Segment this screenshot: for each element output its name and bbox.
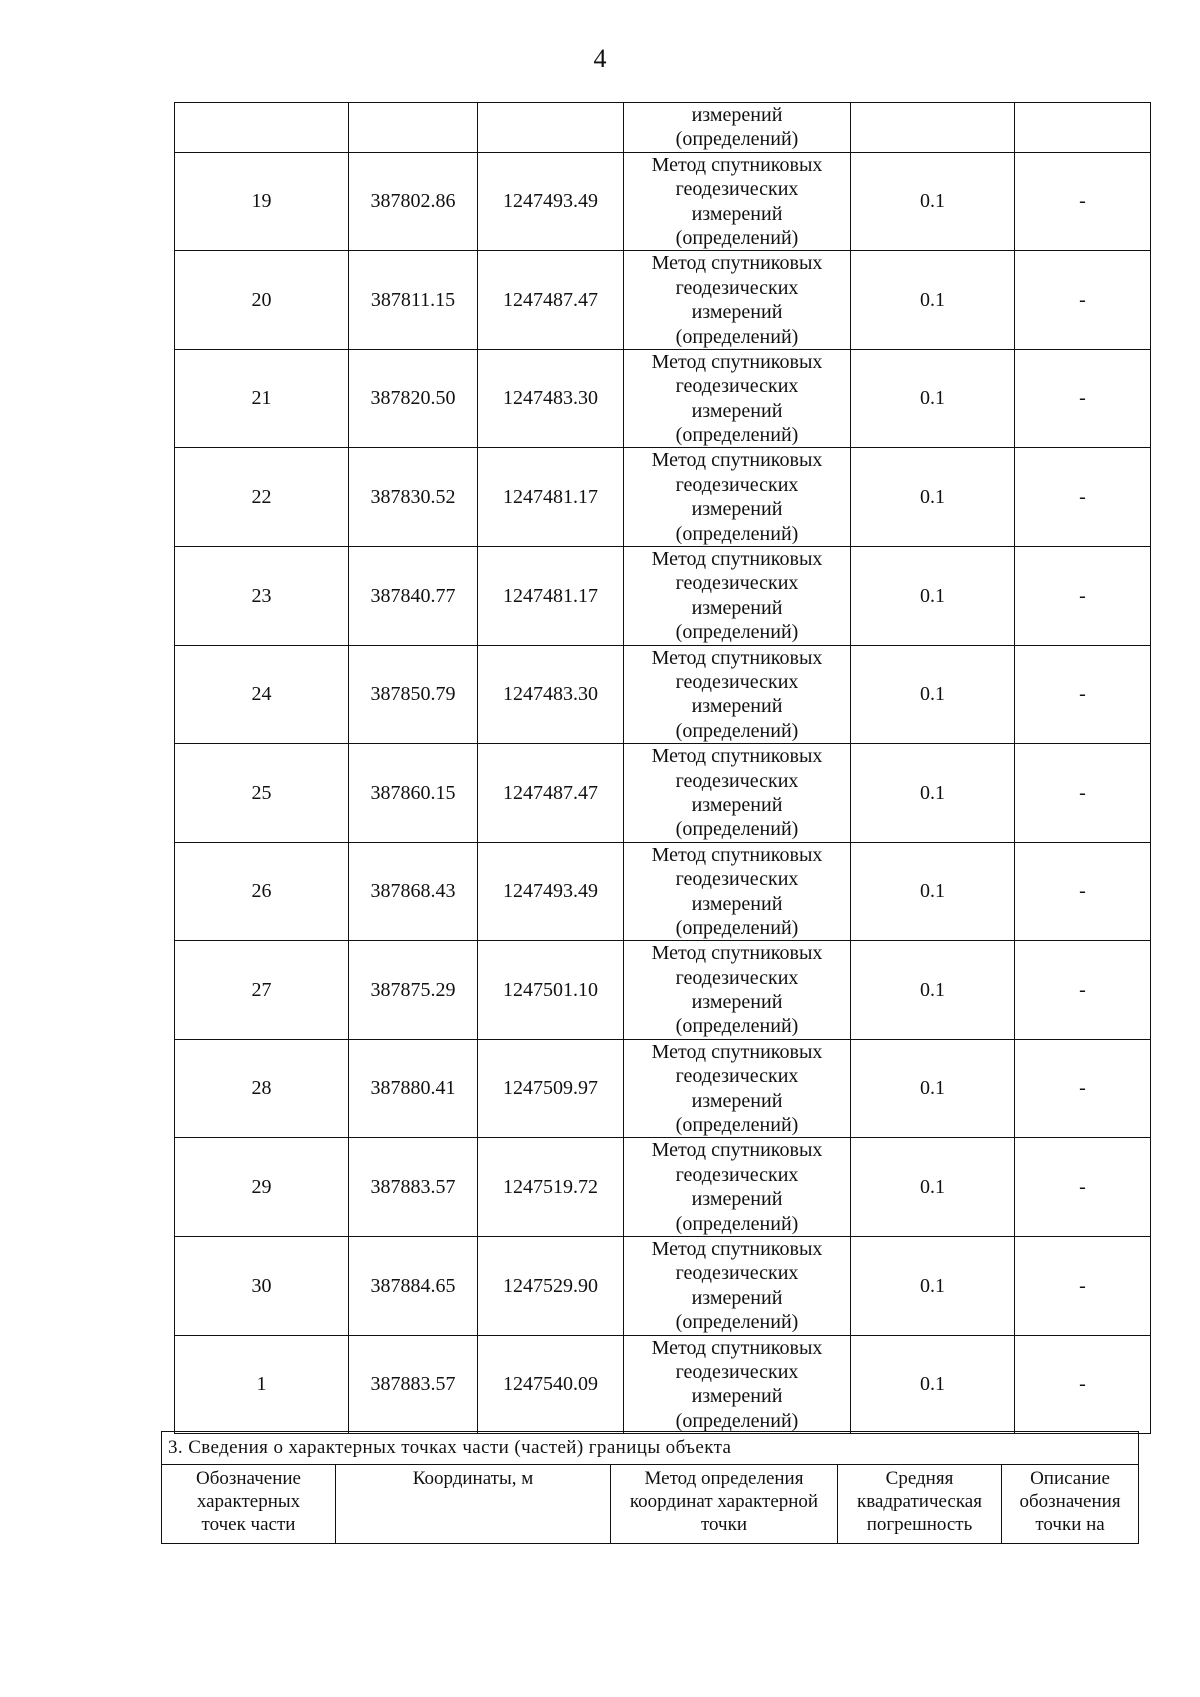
y-cell: 1247493.49: [478, 842, 624, 941]
header-method: [611, 1465, 838, 1544]
method-line: измерений: [691, 695, 783, 718]
header-designation: [162, 1465, 336, 1544]
y-cell: 1247509.97: [478, 1039, 624, 1138]
method-line: измерений: [691, 596, 783, 619]
page-number: 4: [593, 44, 607, 73]
description-cell: -: [1015, 744, 1151, 843]
method-line: геодезических: [675, 868, 799, 891]
header-line: обозначения: [1019, 1491, 1121, 1513]
table-row: [175, 842, 1151, 941]
table-row: [175, 1236, 1151, 1335]
method-line: (определений): [675, 325, 799, 348]
section3-header-row: [162, 1465, 1139, 1544]
table-row: [175, 1335, 1151, 1434]
error-cell: 0.1: [851, 941, 1015, 1040]
header-line: Описание: [1030, 1468, 1110, 1489]
table-row: [175, 152, 1151, 251]
header-line: точки: [700, 1514, 747, 1536]
x-cell: 387802.86: [349, 152, 478, 251]
point-cell: [175, 103, 349, 153]
method-line: Метод спутниковых: [651, 1139, 823, 1162]
table-row: [175, 251, 1151, 350]
point-cell: 29: [175, 1138, 349, 1237]
header-description: [1002, 1465, 1139, 1544]
method-line: (определений): [675, 1114, 799, 1137]
method-line: геодезических: [675, 178, 799, 201]
method-cell: [624, 842, 851, 941]
error-cell: 0.1: [851, 349, 1015, 448]
method-line: измерений: [691, 1286, 783, 1309]
x-cell: 387868.43: [349, 842, 478, 941]
y-cell: 1247481.17: [478, 547, 624, 646]
header-coordinates: Координаты, м: [336, 1465, 611, 1544]
x-cell: 387860.15: [349, 744, 478, 843]
description-cell: -: [1015, 941, 1151, 1040]
method-cell: [624, 1335, 851, 1434]
point-cell: 21: [175, 349, 349, 448]
method-line: геодезических: [675, 473, 799, 496]
x-cell: 387820.50: [349, 349, 478, 448]
y-cell: 1247493.49: [478, 152, 624, 251]
x-cell: 387850.79: [349, 645, 478, 744]
x-cell: 387880.41: [349, 1039, 478, 1138]
description-cell: -: [1015, 1335, 1151, 1434]
method-line: (определений): [675, 1409, 799, 1432]
y-cell: 1247481.17: [478, 448, 624, 547]
method-line: измерений: [691, 1385, 783, 1408]
method-cell: [624, 645, 851, 744]
method-line: измерений: [691, 1089, 783, 1112]
y-cell: 1247519.72: [478, 1138, 624, 1237]
description-cell: -: [1015, 349, 1151, 448]
y-cell: 1247529.90: [478, 1236, 624, 1335]
method-line: геодезических: [675, 1163, 799, 1186]
method-cell: [624, 941, 851, 1040]
method-line: (определений): [675, 719, 799, 742]
y-cell: [478, 103, 624, 153]
method-line: измерений: [691, 793, 783, 816]
method-line: (определений): [675, 621, 799, 644]
header-line: Обозначение: [196, 1468, 301, 1489]
error-cell: 0.1: [851, 842, 1015, 941]
method-line: Метод спутниковых: [651, 745, 823, 768]
description-cell: -: [1015, 448, 1151, 547]
method-line: (определений): [675, 522, 799, 545]
point-cell: 30: [175, 1236, 349, 1335]
method-cell: [624, 251, 851, 350]
method-cell: [624, 744, 851, 843]
method-line: Метод спутниковых: [651, 1336, 823, 1359]
table-row: [175, 941, 1151, 1040]
method-line: геодезических: [675, 670, 799, 693]
table-row: [175, 744, 1151, 843]
description-cell: -: [1015, 1138, 1151, 1237]
method-line: (определений): [675, 916, 799, 939]
header-error: [838, 1465, 1002, 1544]
method-line: измерений: [691, 991, 783, 1014]
y-cell: 1247487.47: [478, 251, 624, 350]
method-cell: [624, 547, 851, 646]
table-row: [175, 547, 1151, 646]
error-cell: 0.1: [851, 1236, 1015, 1335]
method-line: измерений: [691, 202, 783, 225]
x-cell: 387883.57: [349, 1335, 478, 1434]
error-cell: 0.1: [851, 1138, 1015, 1237]
method-line: (определений): [675, 128, 799, 151]
method-cell: [624, 1039, 851, 1138]
header-line: Метод определения: [644, 1468, 804, 1489]
method-line: Метод спутниковых: [651, 1237, 823, 1260]
method-line: (определений): [675, 424, 799, 447]
method-line: Метод спутниковых: [651, 252, 823, 275]
table-row: [175, 1039, 1151, 1138]
method-line: Метод спутниковых: [651, 843, 823, 866]
x-cell: 387830.52: [349, 448, 478, 547]
description-cell: -: [1015, 547, 1151, 646]
method-line: Метод спутниковых: [651, 153, 823, 176]
method-line: геодезических: [675, 276, 799, 299]
x-cell: 387884.65: [349, 1236, 478, 1335]
header-line: характерных: [196, 1491, 301, 1513]
y-cell: 1247501.10: [478, 941, 624, 1040]
table-row: [175, 349, 1151, 448]
error-cell: [851, 103, 1015, 153]
table-row: [175, 448, 1151, 547]
point-cell: 22: [175, 448, 349, 547]
description-cell: -: [1015, 1039, 1151, 1138]
description-cell: -: [1015, 645, 1151, 744]
point-cell: 28: [175, 1039, 349, 1138]
section3-title: 3. Сведения о характерных точках части (частей) границы объекта: [162, 1432, 1139, 1465]
method-line: измерений: [691, 399, 783, 422]
method-cell: [624, 152, 851, 251]
point-cell: 1: [175, 1335, 349, 1434]
error-cell: 0.1: [851, 1039, 1015, 1138]
description-cell: -: [1015, 842, 1151, 941]
header-line: точки на: [1035, 1514, 1105, 1536]
method-cell: [624, 1236, 851, 1335]
method-cell: [624, 349, 851, 448]
method-line: (определений): [675, 226, 799, 249]
method-line: измерений: [691, 498, 783, 521]
table-row: [175, 1138, 1151, 1237]
error-cell: 0.1: [851, 1335, 1015, 1434]
method-line: геодезических: [675, 1065, 799, 1088]
table-row-continued: [175, 103, 1151, 153]
method-line: геодезических: [675, 966, 799, 989]
method-line: Метод спутниковых: [651, 350, 823, 373]
method-cell: [624, 448, 851, 547]
method-line: геодезических: [675, 1262, 799, 1285]
point-cell: 24: [175, 645, 349, 744]
error-cell: 0.1: [851, 645, 1015, 744]
method-line: геодезических: [675, 572, 799, 595]
method-cell: [624, 1138, 851, 1237]
method-line: (определений): [675, 1311, 799, 1334]
method-line: измерений: [691, 892, 783, 915]
description-cell: -: [1015, 251, 1151, 350]
header-line: квадратическая: [857, 1491, 982, 1513]
error-cell: 0.1: [851, 448, 1015, 547]
method-line: измерений: [691, 301, 783, 324]
point-cell: 20: [175, 251, 349, 350]
method-line: геодезических: [675, 375, 799, 398]
description-cell: -: [1015, 1236, 1151, 1335]
point-cell: 26: [175, 842, 349, 941]
method-line: Метод спутниковых: [651, 449, 823, 472]
description-cell: [1015, 103, 1151, 153]
method-line: (определений): [675, 818, 799, 841]
method-line: (определений): [675, 1015, 799, 1038]
point-cell: 23: [175, 547, 349, 646]
header-line: погрешность: [866, 1514, 973, 1536]
table-row: [175, 645, 1151, 744]
method-line: геодезических: [675, 1360, 799, 1383]
method-line: измерений: [691, 1188, 783, 1211]
x-cell: 387840.77: [349, 547, 478, 646]
description-cell: -: [1015, 152, 1151, 251]
method-line: Метод спутниковых: [651, 548, 823, 571]
point-cell: 19: [175, 152, 349, 251]
section3-table: [161, 1431, 1139, 1544]
point-cell: 27: [175, 941, 349, 1040]
coordinates-table: [174, 102, 1151, 1434]
method-cell: [624, 103, 851, 153]
error-cell: 0.1: [851, 744, 1015, 843]
y-cell: 1247540.09: [478, 1335, 624, 1434]
method-line: Метод спутниковых: [651, 646, 823, 669]
y-cell: 1247487.47: [478, 744, 624, 843]
error-cell: 0.1: [851, 152, 1015, 251]
method-line: Метод спутниковых: [651, 942, 823, 965]
x-cell: 387883.57: [349, 1138, 478, 1237]
x-cell: 387875.29: [349, 941, 478, 1040]
method-line: (определений): [675, 1212, 799, 1235]
error-cell: 0.1: [851, 251, 1015, 350]
x-cell: [349, 103, 478, 153]
error-cell: 0.1: [851, 547, 1015, 646]
method-line: измерений: [691, 104, 783, 126]
y-cell: 1247483.30: [478, 645, 624, 744]
header-line: Средняя: [885, 1468, 954, 1489]
y-cell: 1247483.30: [478, 349, 624, 448]
method-line: геодезических: [675, 769, 799, 792]
header-line: координат характерной: [629, 1491, 819, 1513]
method-line: Метод спутниковых: [651, 1040, 823, 1063]
point-cell: 25: [175, 744, 349, 843]
x-cell: 387811.15: [349, 251, 478, 350]
header-line: точек части: [201, 1514, 296, 1536]
